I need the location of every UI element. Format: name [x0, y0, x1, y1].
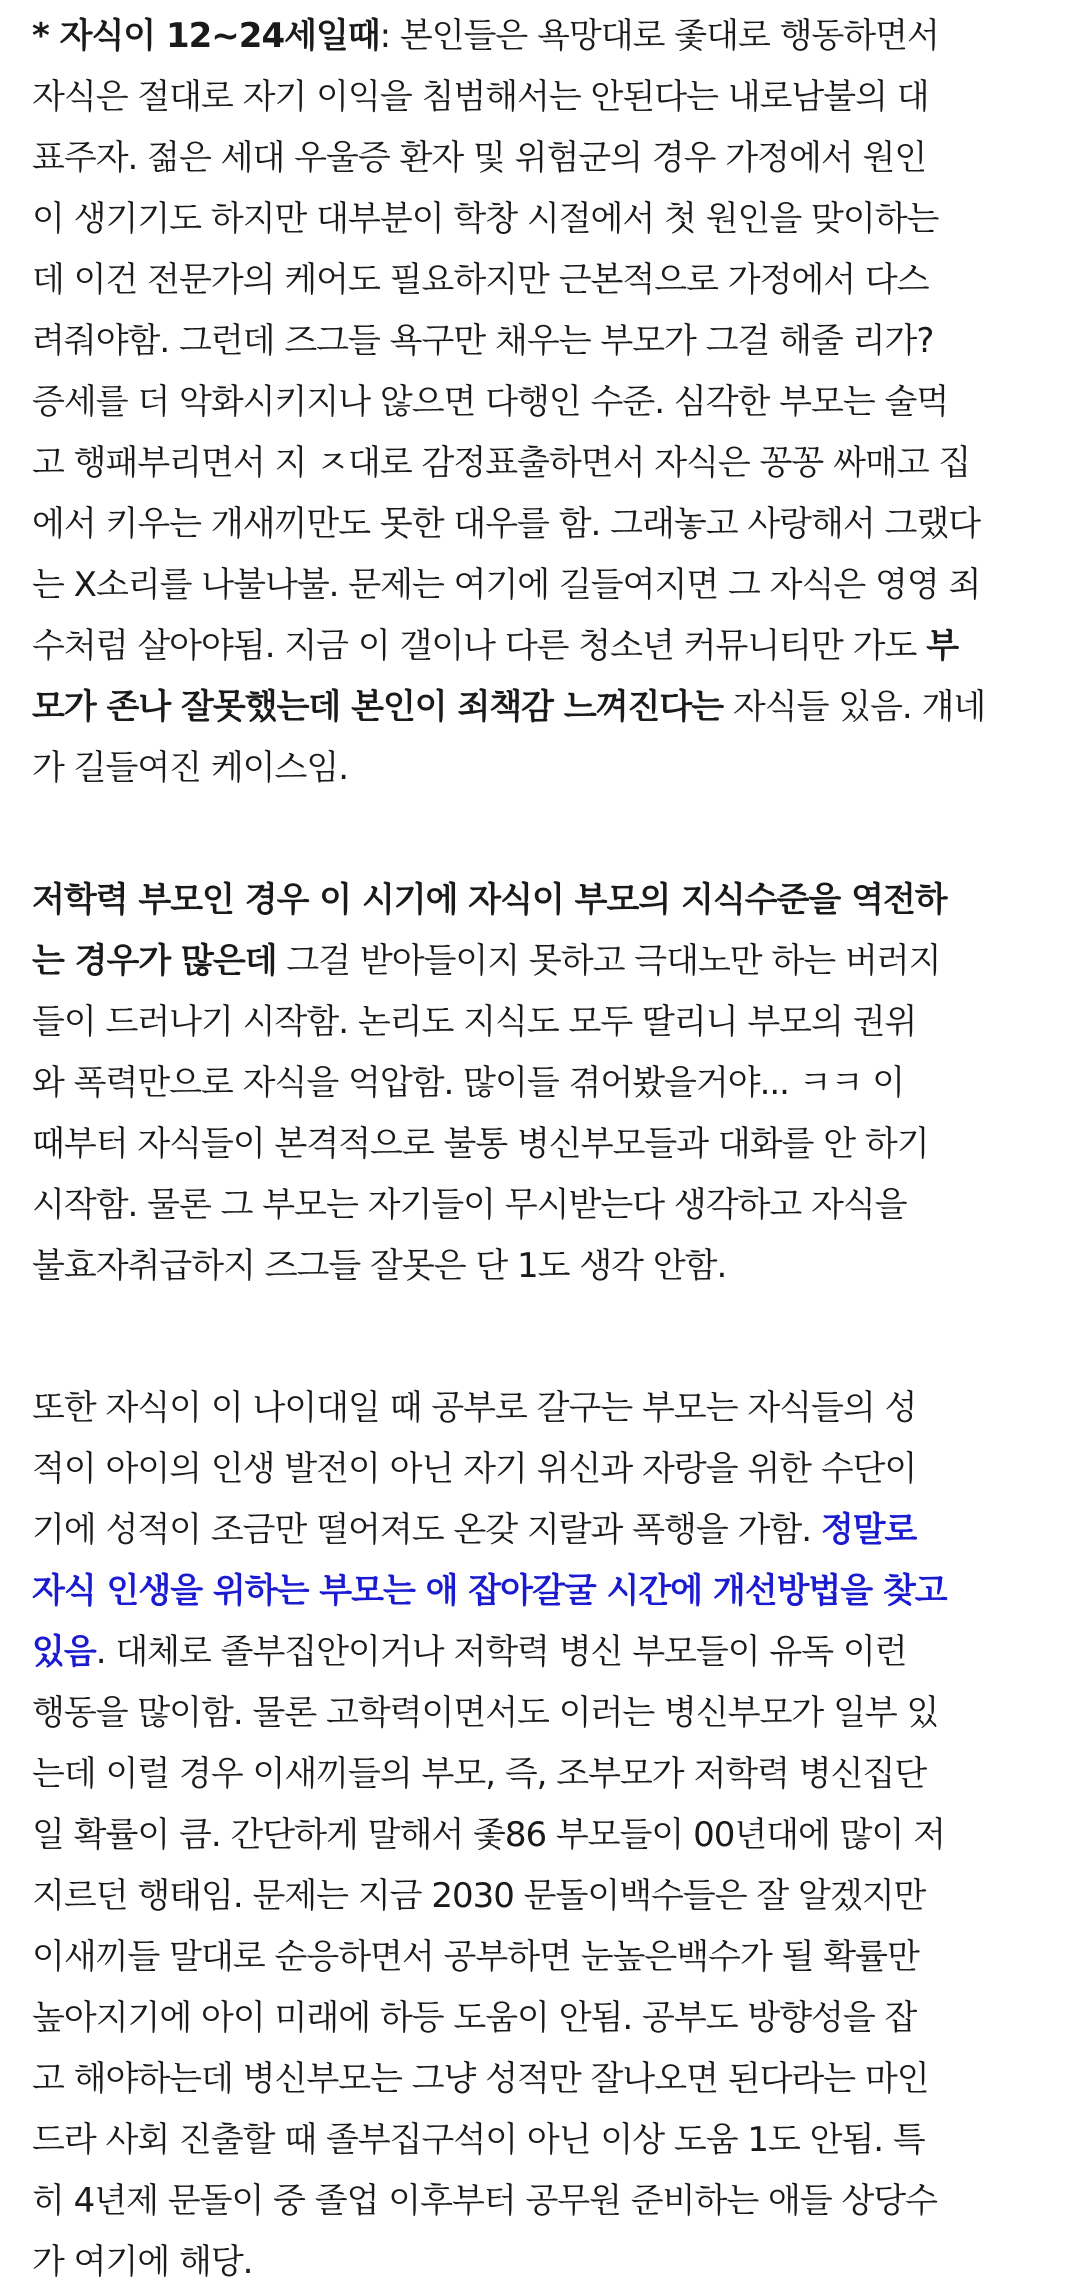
paragraph-2 — [32, 870, 1052, 1297]
text-run: 또한 자식이 이 나이대일 때 공부로 갈구는 부모는 자식들의 성 — [32, 1388, 917, 1428]
text-run: 시작함. 물론 그 부모는 자기들이 무시받는다 생각하고 자식을 — [32, 1185, 907, 1225]
text-run: 기에 성적이 조금만 떨어져도 온갖 지랄과 폭행을 가함. — [32, 1510, 821, 1550]
text-line — [32, 1378, 1052, 1439]
text-line — [32, 1439, 1052, 1500]
text-line — [32, 1561, 1052, 1622]
text-run: 그걸 받아들이지 못하고 극대노만 하는 버러지 — [276, 941, 941, 981]
text-line — [32, 67, 1052, 128]
text-run: 려줘야함. 그런데 즈그들 욕구만 채우는 부모가 그걸 해줄 리가? — [32, 321, 934, 361]
highlighted-text: 있음 — [32, 1632, 96, 1672]
text-line — [32, 1927, 1052, 1988]
text-run: 데 이건 전문가의 케어도 필요하지만 근본적으로 가정에서 다스 — [32, 260, 929, 300]
text-run: 는데 이럴 경우 이새끼들의 부모, 즉, 조부모가 저학력 병신집단 — [32, 1754, 927, 1794]
bold-text: * 자식이 12~24세일때 — [32, 16, 380, 56]
text-line — [32, 555, 1052, 616]
text-run: 가 길들여진 케이스임. — [32, 748, 349, 788]
text-run: 드라 사회 진출할 때 졸부집구석이 아닌 이상 도움 1도 안됨. 특 — [32, 2120, 925, 2160]
text-run: 가 여기에 해당. — [32, 2242, 253, 2282]
text-line — [32, 1805, 1052, 1866]
text-line — [32, 870, 1052, 931]
paragraph-3 — [32, 1378, 1052, 2293]
bold-text: 는 경우가 많은데 — [32, 941, 277, 981]
text-line — [32, 128, 1052, 189]
bold-text: 부 — [926, 626, 959, 666]
bold-text: 모가 존나 잘못했는데 본인이 죄책감 느껴진다는 — [32, 687, 724, 727]
text-line — [32, 372, 1052, 433]
text-run: : 본인들은 욕망대로 좇대로 행동하면서 — [379, 16, 939, 56]
text-line — [32, 1622, 1052, 1683]
text-run: 수처럼 살아야됨. 지금 이 갤이나 다른 청소년 커뮤니티만 가도 — [32, 626, 927, 666]
text-line — [32, 494, 1052, 555]
text-run: . 대체로 졸부집안이거나 저학력 병신 부모들이 유독 이런 — [95, 1632, 907, 1672]
text-line — [32, 433, 1052, 494]
text-run: 와 폭력만으로 자식을 억압함. 많이들 겪어봤을거야... ㅋㅋ 이 — [32, 1063, 905, 1103]
highlighted-text: 자식 인생을 위하는 부모는 애 잡아갈굴 시간에 개선방법을 찾고 — [32, 1571, 947, 1611]
text-run: 고 행패부리면서 지 ㅈ대로 감정표출하면서 자식은 꽁꽁 싸매고 집 — [32, 443, 971, 483]
text-run: 불효자취급하지 즈그들 잘못은 단 1도 생각 안함. — [32, 1246, 727, 1286]
text-run: 표주자. 젊은 세대 우울증 환자 및 위험군의 경우 가정에서 원인 — [32, 138, 927, 178]
text-run: 히 4년제 문돌이 중 졸업 이후부터 공무원 준비하는 애들 상당수 — [32, 2181, 937, 2221]
text-line — [32, 2110, 1052, 2171]
text-line — [32, 1744, 1052, 1805]
text-run: 에서 키우는 개새끼만도 못한 대우를 함. 그래놓고 사랑해서 그랬다 — [32, 504, 981, 544]
text-line — [32, 1053, 1052, 1114]
text-run: 자식들 있음. 걔네 — [723, 687, 986, 727]
text-run: 지르던 행태임. 문제는 지금 2030 문돌이백수들은 잘 알겠지만 — [32, 1876, 926, 1916]
text-run: 일 확률이 큼. 간단하게 말해서 좇86 부모들이 00년대에 많이 저 — [32, 1815, 946, 1855]
text-line — [32, 2232, 1052, 2293]
text-run: 적이 아이의 인생 발전이 아닌 자기 위신과 자랑을 위한 수단이 — [32, 1449, 917, 1489]
text-line — [32, 931, 1052, 992]
text-run: 때부터 자식들이 본격적으로 불통 병신부모들과 대화를 안 하기 — [32, 1124, 929, 1164]
text-line — [32, 1866, 1052, 1927]
text-line — [32, 738, 1052, 799]
text-line — [32, 1175, 1052, 1236]
text-line — [32, 677, 1052, 738]
text-line — [32, 6, 1052, 67]
text-line — [32, 311, 1052, 372]
text-line — [32, 1500, 1052, 1561]
paragraph-1 — [32, 6, 1052, 799]
text-run: 행동을 많이함. 물론 고학력이면서도 이러는 병신부모가 일부 있 — [32, 1693, 939, 1733]
text-run: 이새끼들 말대로 순응하면서 공부하면 눈높은백수가 될 확률만 — [32, 1937, 919, 1977]
text-run: 고 해야하는데 병신부모는 그냥 성적만 잘나오면 된다라는 마인 — [32, 2059, 929, 2099]
text-run: 는 X소리를 나불나불. 문제는 여기에 길들여지면 그 자식은 영영 죄 — [32, 565, 981, 605]
text-line — [32, 189, 1052, 250]
text-line — [32, 2171, 1052, 2232]
text-run: 들이 드러나기 시작함. 논리도 지식도 모두 딸리니 부모의 권위 — [32, 1002, 917, 1042]
text-run: 자식은 절대로 자기 이익을 침범해서는 안된다는 내로남불의 대 — [32, 77, 929, 117]
text-line — [32, 616, 1052, 677]
text-run: 이 생기기도 하지만 대부분이 학창 시절에서 첫 원인을 맞이하는 — [32, 199, 939, 239]
text-line — [32, 1683, 1052, 1744]
text-line — [32, 2049, 1052, 2110]
text-line — [32, 1236, 1052, 1297]
text-line — [32, 250, 1052, 311]
text-run: 높아지기에 아이 미래에 하등 도움이 안됨. 공부도 방향성을 잡 — [32, 1998, 917, 2038]
text-line — [32, 1114, 1052, 1175]
highlighted-text: 정말로 — [820, 1510, 917, 1550]
text-line — [32, 1988, 1052, 2049]
text-line — [32, 992, 1052, 1053]
bold-text: 저학력 부모인 경우 이 시기에 자식이 부모의 지식수준을 역전하 — [32, 880, 947, 920]
text-run: 증세를 더 악화시키지나 않으면 다행인 수준. 심각한 부모는 술먹 — [32, 382, 949, 422]
